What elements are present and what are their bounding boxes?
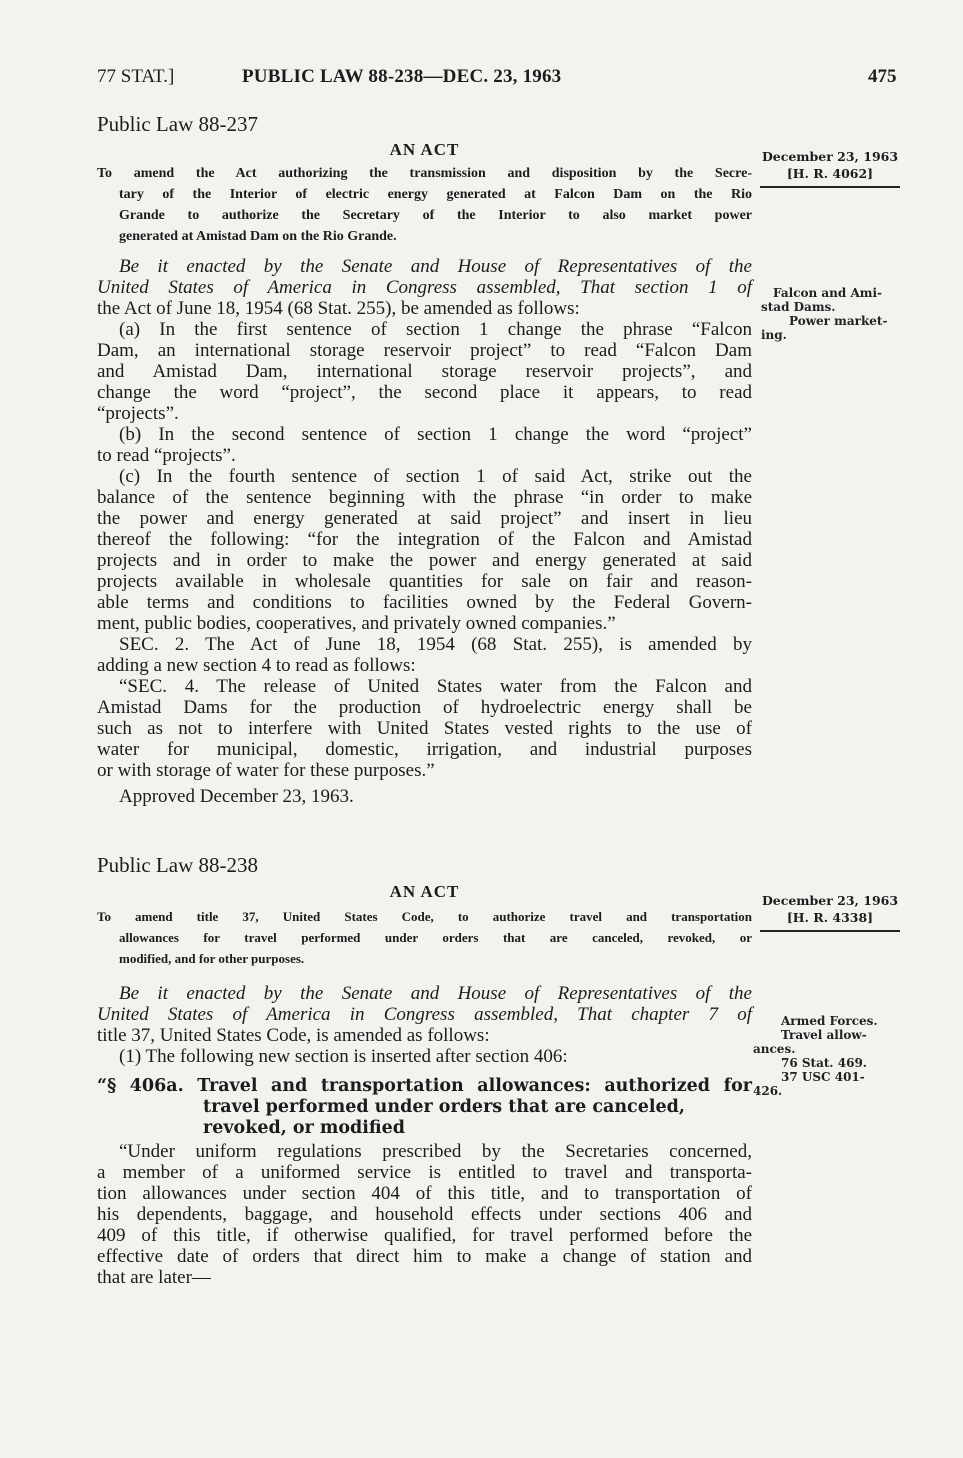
title-line: Grande to authorize the Secretary of the Interior to also market power [119,208,752,223]
text-line: Dam, an international storage reservoir project” to read “Falcon Dam [97,340,752,361]
text-line: or with storage of water for these purposes.” [97,760,435,781]
margin-note-line: stad Dams. [761,300,836,314]
title-line: modified, and for other purposes. [119,951,305,966]
section-heading-line: revoked, or modified [203,1118,406,1138]
text-line: the Act of June 18, 1954 (68 Stat. 255), be amended as follows: [97,298,580,319]
law-heading: Public Law 88-238 [97,853,258,877]
text-line: “SEC. 4. The release of United States water from the Falcon and [119,676,752,697]
text-line: change the word “project”, the second place it appears, to read [97,382,752,403]
enactment-date: December 23, 1963 [761,149,899,164]
text-line: title 37, United States Code, is amended as follows: [97,1025,490,1046]
section-heading-line: travel performed under orders that are canceled, [203,1097,685,1117]
text-line: United States of America in Congress assembled, That chapter 7 of [97,1004,752,1025]
text-line: a member of a uniformed service is entitled to travel and transporta- [97,1162,752,1183]
margin-notes [753,1014,878,1098]
text-line: able terms and conditions to facilities owned by the Federal Govern- [97,592,752,613]
margin-note-line: ances. [753,1042,796,1056]
title-line: allowances for travel performed under orders that are canceled, revoked, or [119,930,752,945]
paragraph [97,466,752,634]
margin-note-line: 76 Stat. 469. [781,1056,867,1070]
text-line: 409 of this title, if otherwise qualified, for travel performed before the [97,1225,752,1246]
text-line: projects and in order to make the power and energy generated at said [97,550,752,571]
act-label: AN ACT [389,882,460,901]
margin-note-line: Armed Forces. [781,1014,878,1028]
page-number: 475 [868,66,897,87]
text-line: Approved December 23, 1963. [119,786,354,807]
text-line: Be it enacted by the Senate and House of Representatives of the [119,983,752,1004]
margin-note-line: Falcon and Ami- [773,286,883,300]
text-line: to read “projects”. [97,445,236,466]
section-heading [97,1076,752,1139]
margin-note-line: Travel allow- [781,1028,867,1042]
act-label: AN ACT [389,140,460,159]
text-line: the power and energy generated at said project” and insert in lieu [97,508,752,529]
paragraph [97,676,752,781]
text-line: water for municipal, domestic, irrigation, and industrial purposes [97,739,752,760]
text-line: adding a new section 4 to read as follows: [97,655,416,676]
text-line: that are later— [97,1267,211,1288]
paragraph [97,319,752,424]
margin-note-line: 426. [753,1084,783,1098]
text-line: ment, public bodies, cooperatives, and privately owned companies.” [97,613,616,634]
law-heading: Public Law 88-237 [97,112,258,136]
bill-number: [H. R. 4062] [786,166,874,181]
text-line: United States of America in Congress assembled, That section 1 of [97,277,752,298]
enactment-date-note [760,148,900,188]
running-title: PUBLIC LAW 88-238—DEC. 23, 1963 [242,66,562,87]
title-line: To amend the Act authorizing the transmission and disposition by the Secre- [97,166,752,181]
enactment-date-note [760,892,900,932]
text-line: such as not to interfere with United States vested rights to the use of [97,718,752,739]
paragraph [97,634,752,676]
text-line: thereof the following: “for the integration of the Falcon and Amistad [97,529,752,550]
paragraph [97,256,752,319]
text-line: “Under uniform regulations prescribed by the Secretaries concerned, [119,1141,752,1162]
text-line: “projects”. [97,403,179,424]
title-line: tary of the Interior of electric energy generated at Falcon Dam on the Rio [119,187,752,202]
title-line: generated at Amistad Dam on the Rio Grande. [119,229,397,244]
paragraph [97,983,752,1046]
text-line: balance of the sentence beginning with the phrase “in order to make [97,487,752,508]
paragraph [97,786,752,807]
text-line: his dependents, baggage, and household effects under sections 406 and [97,1204,752,1225]
text-line: (c) In the fourth sentence of section 1 of said Act, strike out the [119,466,752,487]
text-line: tion allowances under section 404 of this title, and to transportation of [97,1183,752,1204]
section-heading-line: “§ 406a. Travel and transportation allowances: authorized for [97,1076,752,1096]
bill-number: [H. R. 4338] [786,910,874,925]
text-line: (a) In the first sentence of section 1 change the phrase “Falcon [119,319,752,340]
text-line: and Amistad Dam, international storage reservoir projects”, and [97,361,752,382]
margin-note-line: ing. [761,328,787,342]
paragraph [97,424,752,466]
text-line: (b) In the second sentence of section 1 change the word “project” [119,424,752,445]
margin-note-line: Power market- [789,314,888,328]
act-body [97,256,752,807]
margin-note-line: 37 USC 401- [781,1070,865,1084]
text-line: SEC. 2. The Act of June 18, 1954 (68 Stat. 255), is amended by [119,634,752,655]
text-line: projects available in wholesale quantities for sale on fair and reason- [97,571,752,592]
title-line: To amend title 37, United States Code, to authorize travel and transportation [97,909,752,924]
act-title [97,165,752,249]
paragraph [97,1046,752,1067]
volume-reference: 77 STAT.] [97,66,175,87]
act-body [97,983,752,1067]
text-line: Amistad Dams for the production of hydroelectric energy shall be [97,697,752,718]
text-line: (1) The following new section is inserted after section 406: [119,1046,568,1067]
text-line: Be it enacted by the Senate and House of Representatives of the [119,256,752,277]
enactment-date: December 23, 1963 [761,893,899,908]
margin-notes [761,286,888,342]
act-title [97,908,752,971]
text-line: effective date of orders that direct him to make a change of station and [97,1246,752,1267]
section-body [97,1141,752,1288]
